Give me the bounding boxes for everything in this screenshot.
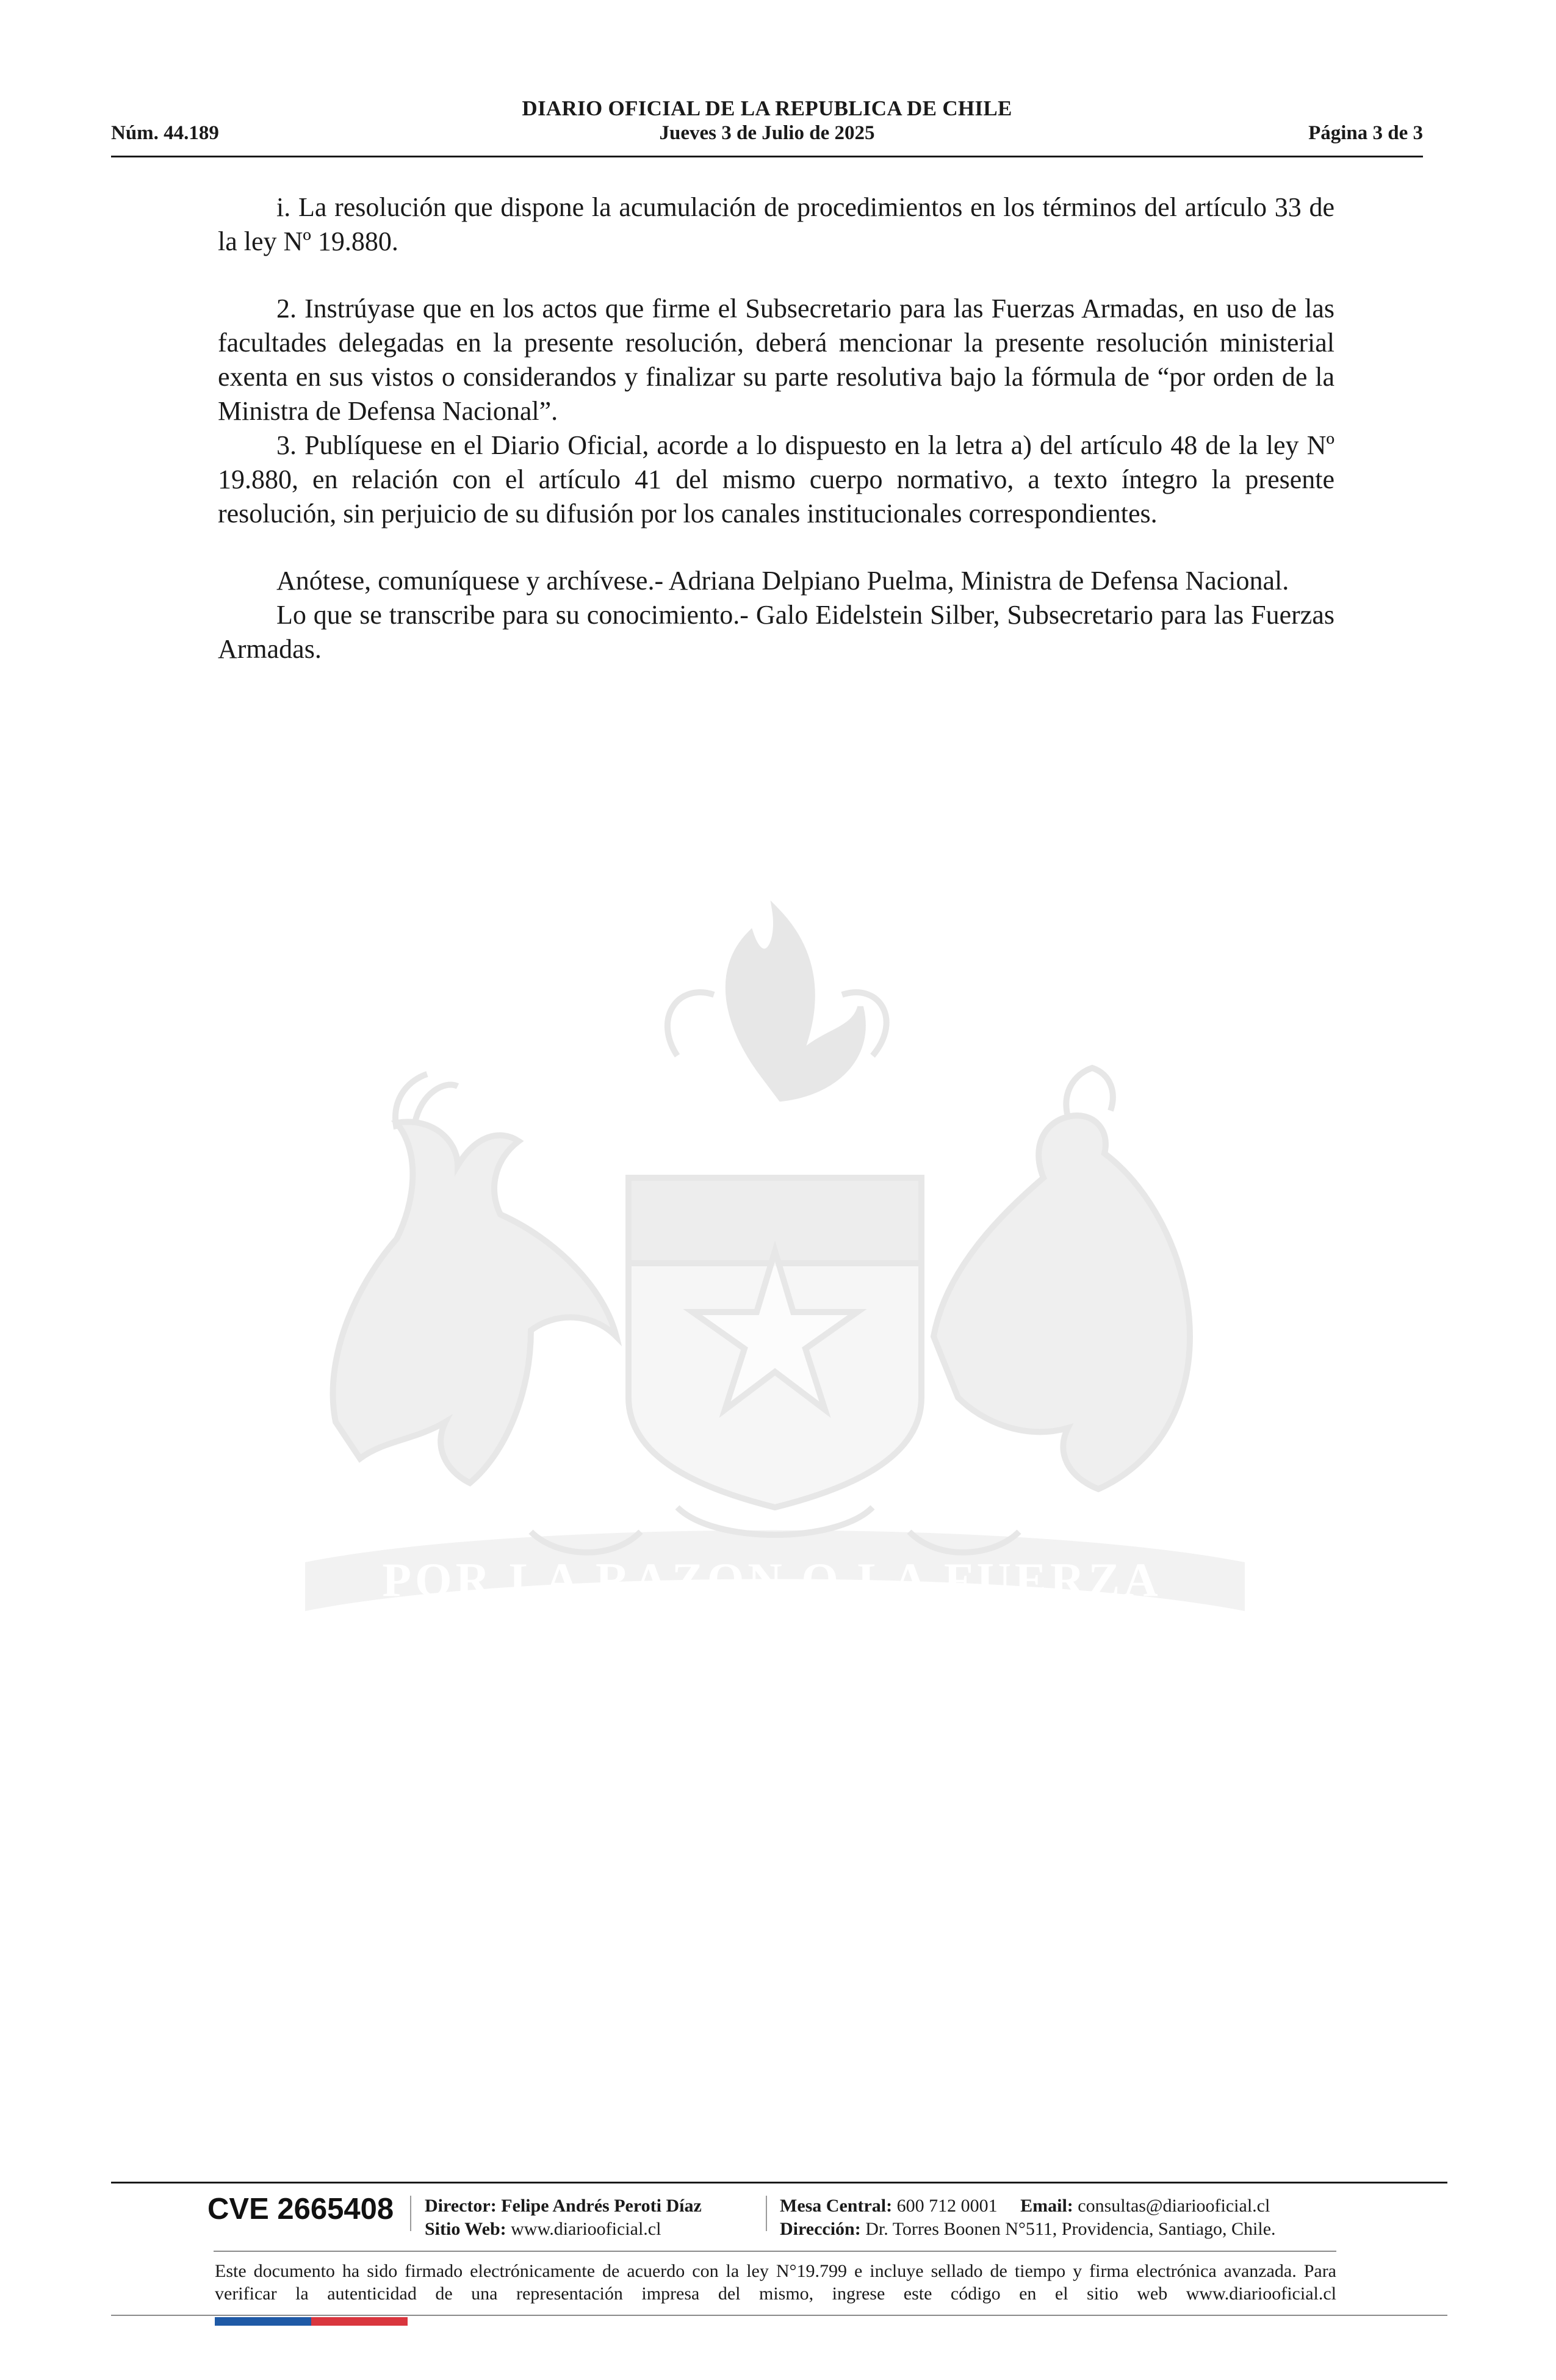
coat-of-arms-watermark-icon [214, 873, 1330, 1666]
flag-color-bar [215, 2317, 408, 2326]
flag-red-segment [311, 2317, 408, 2326]
flag-blue-segment [215, 2317, 311, 2326]
footer-separator [766, 2196, 767, 2231]
site-label: Sitio Web: [425, 2219, 506, 2239]
page-indicator: Página 3 de 3 [1308, 122, 1423, 144]
phone-number: 600 712 0001 [896, 2196, 998, 2216]
email-address[interactable]: consultas@diariooficial.cl [1078, 2196, 1270, 2216]
paragraph-item-3: 3. Publíquese en el Diario Oficial, acorde a lo dispuesto en la letra a) del artículo 48 de la ley Nº 19.880, en relación con el artículo 41 del mismo cuerpo normativo, a texto íntegro la presente resolución, sin perjuicio de su difusión por los canales institucionales correspondientes. [218, 430, 1334, 528]
director-label: Director: [425, 2196, 497, 2216]
paragraph-item-i: i. La resolución que dispone la acumulación de procedimientos en los términos del artículo 33 de la ley Nº 19.880. [218, 192, 1334, 256]
address-label: Dirección: [780, 2219, 861, 2239]
footer-divider-bottom [111, 2315, 1447, 2316]
signature-undersecretary: Lo que se transcribe para su conocimiento.- Galo Eidelstein Silber, Subsecretario para las Fuerzas Armadas. [218, 600, 1334, 664]
footer-divider-mid [214, 2251, 1336, 2252]
phone-label: Mesa Central: [780, 2196, 893, 2216]
director-name: Felipe Andrés Peroti Díaz [501, 2196, 702, 2216]
issue-number: Núm. 44.189 [111, 122, 219, 144]
footer-separator [410, 2196, 411, 2231]
header-divider [111, 156, 1423, 157]
email-label: Email: [1020, 2196, 1073, 2216]
cve-code: CVE 2665408 [207, 2193, 394, 2226]
footer-divider-top [111, 2182, 1447, 2183]
page-header [111, 92, 1423, 153]
signature-minister: Anótese, comuníquese y archívese.- Adriana Delpiano Puelma, Ministra de Defensa Nacional. [276, 566, 1289, 596]
site-url[interactable]: www.diariooficial.cl [511, 2219, 661, 2239]
newspaper-title: DIARIO OFICIAL DE LA REPUBLICA DE CHILE [522, 96, 1012, 120]
issue-date: Jueves 3 de Julio de 2025 [659, 122, 875, 144]
electronic-signature-notice: Este documento ha sido firmado electrónicamente de acuerdo con la ley N°19.799 e incluye sellado de tiempo y firma electrónica avanzada. Para verificar la autenticidad de una representación impresa del mismo, ingrese este código en el sitio web www.diariooficial.cl [215, 2261, 1336, 2304]
paragraph-item-2: 2. Instrúyase que en los actos que firme el Subsecretario para las Fuerzas Armadas, en uso de las facultades delegadas en la presente resolución, deberá mencionar la presente resolución ministerial exenta en sus vistos o considerandos y finalizar su parte resolutiva bajo la fórmula de “por orden de la Ministra de Defensa Nacional”. [218, 294, 1334, 426]
address-text: Dr. Torres Boonen N°511, Providencia, Santiago, Chile. [865, 2219, 1276, 2239]
document-body [218, 190, 1334, 666]
footer-director-block [425, 2194, 702, 2241]
motto-text: POR LA RAZON O LA FUERZA [382, 1553, 1162, 1606]
footer-contact-block [780, 2194, 1276, 2241]
